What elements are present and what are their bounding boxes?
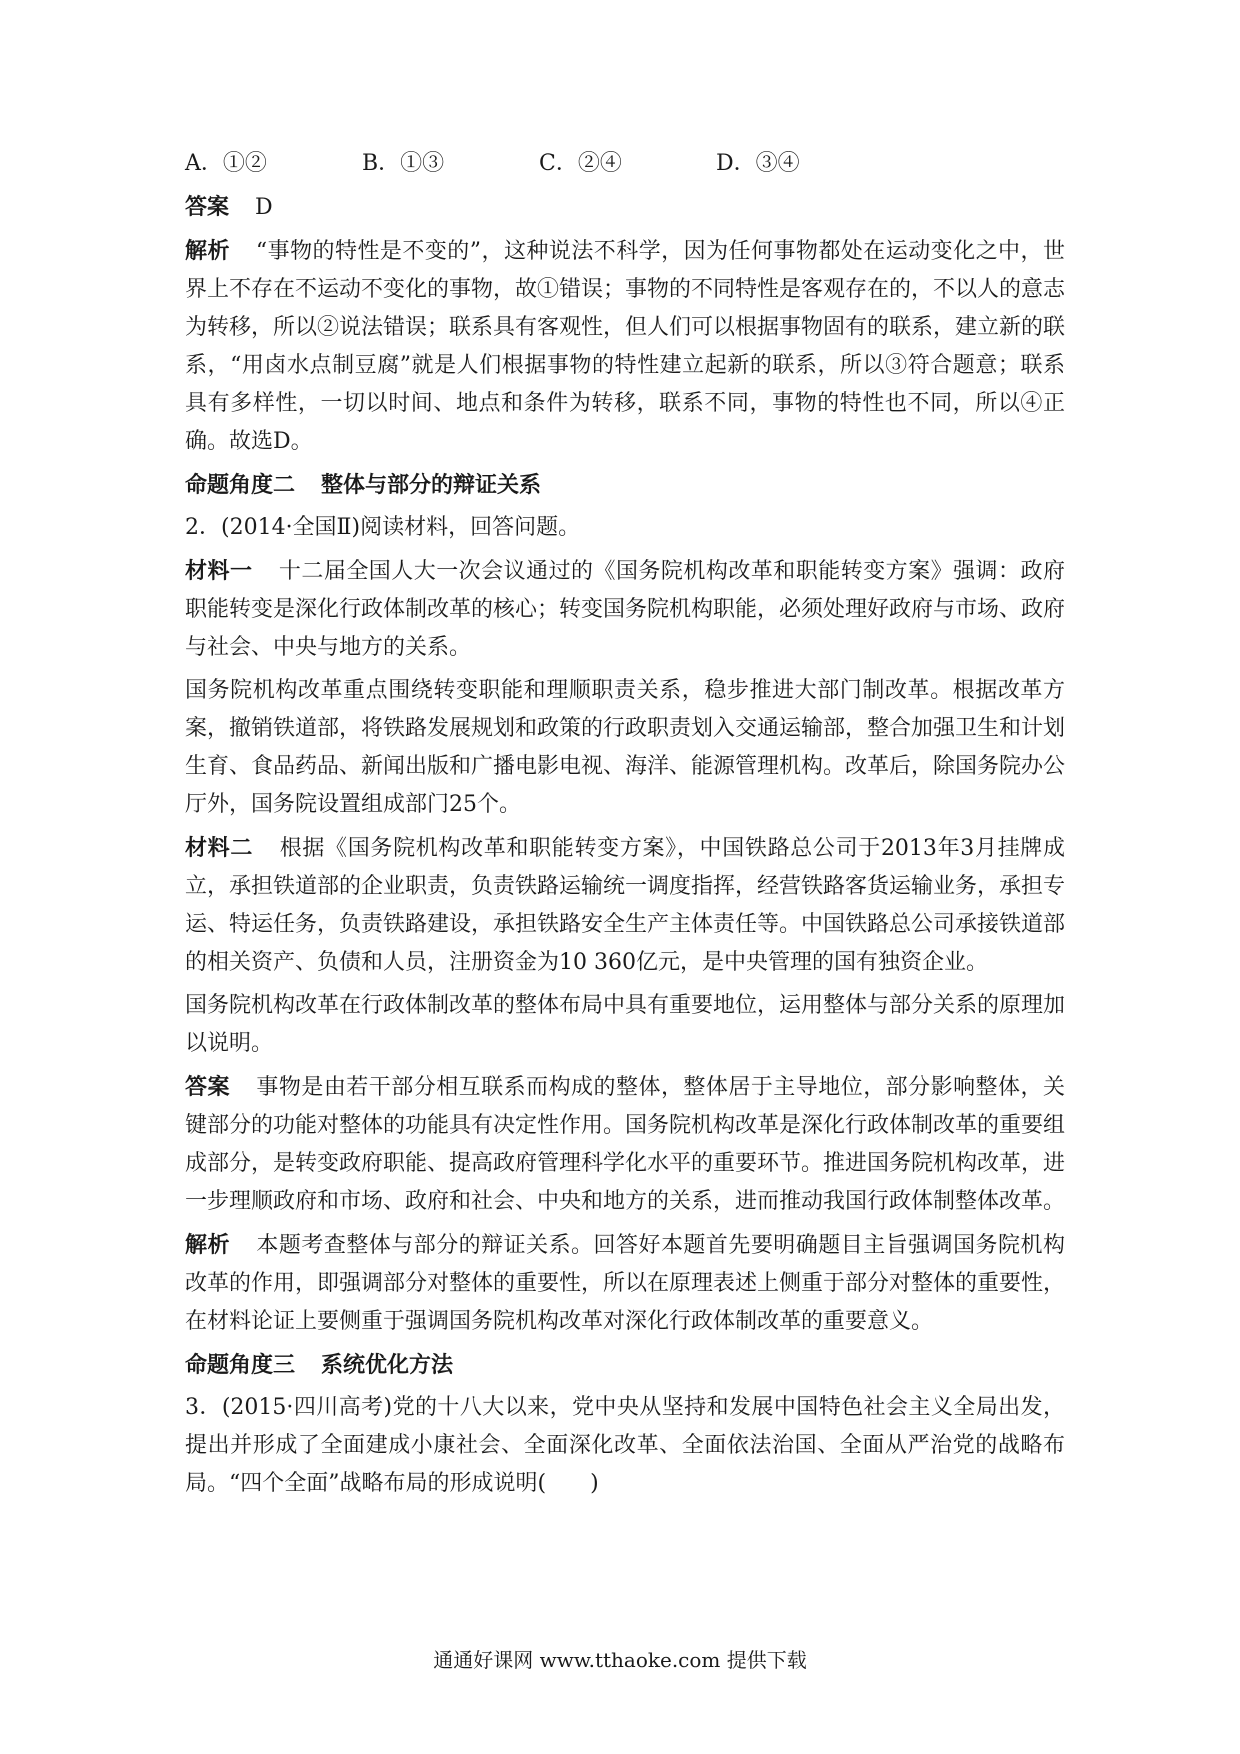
q1-analysis	[185, 232, 1065, 461]
material1-paragraph2: 国务院机构改革重点围绕转变职能和理顺职责关系，稳步推进大部门制改革。根据改革方案，撤销铁道部，将铁路发展规划和政策的行政职责划入交通运输部，整合加强卫生和计划生育、食品药品、新闻出版和广播电影电视、海洋、能源管理机构。改革后，除国务院办公厅外，国务院设置组成部门25个。	[185, 678, 1066, 817]
material-label: 材料一	[185, 558, 253, 584]
q1-options	[185, 145, 1065, 183]
q3-stem: 3．(2015·四川高考)党的十八大以来，党中央从坚持和发展中国特色社会主义全局出发，提出并形成了全面建成小康社会、全面深化改革、全面依法治国、全面从严治党的战略布局。“四个全面”战略布局的形成说明( )	[185, 1395, 1065, 1496]
option-d: D．③④	[716, 151, 800, 176]
option-c: C．②④	[539, 151, 622, 176]
material1	[185, 552, 1065, 667]
angle2-heading	[185, 466, 1065, 504]
document-body	[185, 145, 1065, 1508]
material-label: 材料二	[185, 835, 254, 861]
page-footer: 通通好课网 www.tthaoke.com 提供下载	[433, 1648, 807, 1672]
material2	[185, 829, 1065, 982]
angle3-heading	[185, 1346, 1065, 1384]
material-text: 十二届全国人大一次会议通过的《国务院机构改革和职能转变方案》强调：政府职能转变是深化行政体制改革的核心；转变国务院机构职能，必须处理好政府与市场、政府与社会、中央与地方的关系。	[185, 559, 1066, 660]
q1-answer	[185, 188, 1065, 227]
option-b: B．①③	[362, 151, 445, 176]
analysis-text: 本题考查整体与部分的辩证关系。回答好本题首先要明确题目主旨强调国务院机构改革的作用，即强调部分对整体的重要性，所以在原理表述上侧重于部分对整体的重要性，在材料论证上要侧重于强调国务院机构改革对深化行政体制改革的重要意义。	[185, 1233, 1066, 1334]
analysis-label: 解析	[185, 238, 230, 264]
answer-label: 答案	[185, 1074, 230, 1100]
q2-question: 国务院机构改革在行政体制改革的整体布局中具有重要地位，运用整体与部分关系的原理加以说明。	[185, 993, 1066, 1056]
answer-label: 答案	[185, 194, 230, 220]
q2-analysis	[185, 1226, 1065, 1341]
angle-title: 整体与部分的辩证关系	[321, 472, 542, 498]
q2-stem: 2．(2014·全国Ⅱ)阅读材料，回答问题。	[185, 515, 581, 540]
answer-text: 事物是由若干部分相互联系而构成的整体，整体居于主导地位，部分影响整体，关键部分的功能对整体的功能具有决定性作用。国务院机构改革是深化行政体制改革的重要组成部分，是转变政府职能、提高政府管理科学化水平的重要环节。推进国务院机构改革，进一步理顺政府和市场、政府和社会、中央和地方的关系，进而推动我国行政体制整体改革。	[185, 1075, 1066, 1214]
angle-label: 命题角度三	[185, 1352, 296, 1378]
q2-answer	[185, 1068, 1065, 1221]
analysis-text: “事物的特性是不变的”，这种说法不科学，因为任何事物都处在运动变化之中，世界上不存在不运动不变化的事物，故①错误；事物的不同特性是客观存在的，不以人的意志为转移，所以②说法错误；联系具有客观性，但人们可以根据事物固有的联系，建立新的联系，“用卤水点制豆腐”就是人们根据事物的特性建立起新的联系，所以③符合题意；联系具有多样性，一切以时间、地点和条件为转移，联系不同，事物的特性也不同，所以④正确。故选D。	[185, 239, 1066, 454]
answer-text: D	[255, 195, 273, 220]
option-a: A．①②	[185, 151, 267, 176]
angle-title: 系统优化方法	[321, 1352, 454, 1378]
material-text: 根据《国务院机构改革和职能转变方案》，中国铁路总公司于2013年3月挂牌成立，承担铁道部的企业职责，负责铁路运输统一调度指挥，经营铁路客货运输业务，承担专运、特运任务，负责铁路建设，承担铁路安全生产主体责任等。中国铁路总公司承接铁道部的相关资产、负债和人员，注册资金为10 360亿元，是中央管理的国有独资企业。	[185, 836, 1066, 975]
angle-label: 命题角度二	[185, 472, 296, 498]
analysis-label: 解析	[185, 1232, 230, 1258]
